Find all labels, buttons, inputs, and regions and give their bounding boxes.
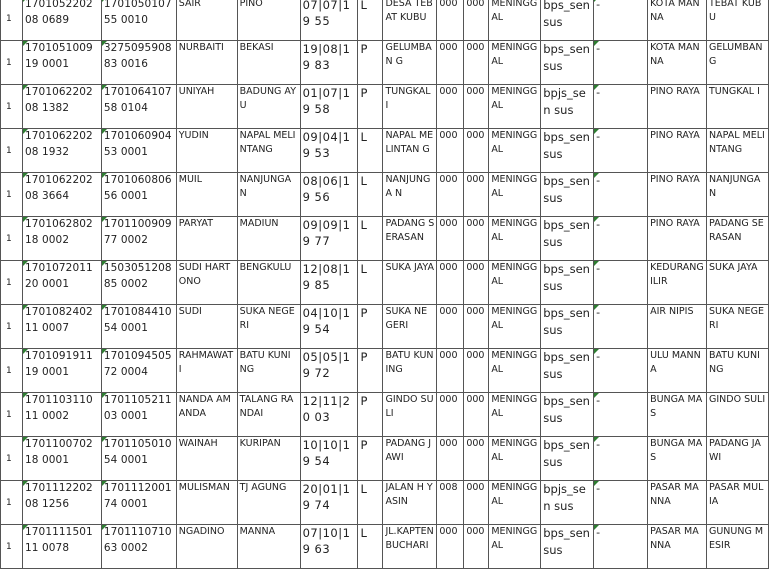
rw-cell[interactable]: 000 [464,217,489,261]
nik-cell[interactable]: 170106220208 1382 [22,85,101,129]
birthplace-cell[interactable]: BENGKULU [237,261,300,305]
note-cell[interactable]: - [594,261,648,305]
village-cell[interactable]: PADANG JAWI [706,437,768,481]
address-cell[interactable]: PADANG JAWI [383,437,437,481]
name-cell[interactable]: NURBAITI [176,41,237,85]
status-cell[interactable]: MENINGG AL [489,129,541,173]
nik-cell[interactable]: 170106220208 1932 [22,129,101,173]
rw-cell[interactable]: 000 [464,41,489,85]
note-cell[interactable]: - [594,525,648,569]
status-cell[interactable]: MENINGG AL [489,41,541,85]
address-cell[interactable]: GINDO SULI [383,393,437,437]
table-row [1,173,769,217]
birthplace-cell[interactable]: MANNA [237,525,300,569]
name-cell[interactable]: SUDI [176,305,237,349]
note-cell[interactable]: - [594,481,648,525]
rt-cell[interactable]: 000 [437,85,464,129]
name-cell[interactable]: NANDA AMANDA [176,393,237,437]
nik-cell[interactable]: 170106220208 3664 [22,173,101,217]
status-cell[interactable]: MENINGG AL [489,349,541,393]
kk-number-cell[interactable]: 150305120885 0002 [101,261,176,305]
rt-cell[interactable]: 000 [437,349,464,393]
rw-cell[interactable]: 000 [464,305,489,349]
source-cell[interactable]: bps_sen sus [541,173,594,217]
kk-number-cell[interactable]: 170110090977 0002 [101,217,176,261]
name-cell[interactable]: SUDI HARTONO [176,261,237,305]
row-number-cell[interactable]: 1 [1,217,23,261]
rw-cell[interactable]: 000 [464,525,489,569]
birthplace-cell[interactable]: NANJUNGAN [237,173,300,217]
birthdate-cell[interactable]: 09|04|19 53 [300,129,358,173]
kk-number-cell[interactable]: 170110501054 0001 [101,437,176,481]
row-number-cell[interactable]: 1 [1,393,23,437]
source-cell[interactable]: bps_sen sus [541,305,594,349]
nik-cell[interactable]: 170109191119 0001 [22,349,101,393]
status-cell[interactable]: MENINGG AL [489,481,541,525]
village-cell[interactable]: NANJUNGAN [706,173,768,217]
gender-cell[interactable]: L [358,525,383,569]
birthdate-cell[interactable]: 07|07|19 55 [300,0,358,41]
birthplace-cell[interactable]: BADUNG AYU [237,85,300,129]
row-number-cell[interactable]: 1 [1,173,23,217]
nik-cell[interactable]: 170107201120 0001 [22,261,101,305]
kk-number-cell[interactable]: 170108441054 0001 [101,305,176,349]
name-cell[interactable]: WAINAH [176,437,237,481]
row-number-cell[interactable]: 1 [1,481,23,525]
district-cell[interactable]: PINO RAYA [648,173,707,217]
birthdate-cell[interactable]: 20|01|19 74 [300,481,358,525]
status-cell[interactable]: MENINGG AL [489,173,541,217]
source-cell[interactable]: bps_sen sus [541,261,594,305]
gender-cell[interactable]: P [358,393,383,437]
address-cell[interactable]: SUKA NEGERI [383,305,437,349]
table-row [1,525,769,569]
birthdate-cell[interactable]: 10|10|19 54 [300,437,358,481]
rt-cell[interactable]: 000 [437,525,464,569]
district-cell[interactable]: KOTA MANNA [648,41,707,85]
name-cell[interactable]: UNIYAH [176,85,237,129]
rt-cell[interactable]: 000 [437,437,464,481]
district-cell[interactable]: ULU MANNA [648,349,707,393]
name-cell[interactable]: SAIR [176,0,237,41]
address-cell[interactable]: NANJUNGA N [383,173,437,217]
note-cell[interactable]: - [594,173,648,217]
rw-cell[interactable]: 000 [464,393,489,437]
gender-cell[interactable]: L [358,0,383,41]
row-number-cell[interactable]: 1 [1,349,23,393]
rw-cell[interactable]: 000 [464,349,489,393]
source-cell[interactable]: bpjs_sen sus [541,85,594,129]
table-row [1,349,769,393]
source-cell[interactable]: bps_sen sus [541,393,594,437]
village-cell[interactable]: TUNGKAL I [706,85,768,129]
nik-cell[interactable]: 170110311011 0002 [22,393,101,437]
gender-cell[interactable]: P [358,85,383,129]
table-row [1,437,769,481]
district-cell[interactable]: PINO RAYA [648,85,707,129]
address-cell[interactable]: JALAN H YASIN [383,481,437,525]
nik-cell[interactable]: 170111150111 0078 [22,525,101,569]
kk-number-cell[interactable]: 170106090453 0001 [101,129,176,173]
name-cell[interactable]: NGADINO [176,525,237,569]
village-cell[interactable]: TEBAT KUBU [706,0,768,41]
birthdate-cell[interactable]: 08|06|19 56 [300,173,358,217]
gender-cell[interactable]: P [358,437,383,481]
row-number-cell[interactable]: 1 [1,85,23,129]
birthplace-cell[interactable]: BEKASI [237,41,300,85]
address-cell[interactable]: TUNGKAL I [383,85,437,129]
birthdate-cell[interactable]: 19|08|19 83 [300,41,358,85]
status-cell[interactable]: MENINGG AL [489,437,541,481]
birthdate-cell[interactable]: 05|05|19 72 [300,349,358,393]
address-cell[interactable]: SUKA JAYA [383,261,437,305]
note-cell[interactable]: - [594,437,648,481]
nik-cell[interactable]: 170108240211 0007 [22,305,101,349]
address-cell[interactable]: BATU KUNING [383,349,437,393]
table-row [1,261,769,305]
source-cell[interactable]: bps_sen sus [541,129,594,173]
kk-number-cell[interactable]: 170106080656 0001 [101,173,176,217]
district-cell[interactable]: KEDURANG ILIR [648,261,707,305]
row-number-cell[interactable]: 1 [1,0,23,41]
nik-cell[interactable]: 170105100919 0001 [22,41,101,85]
district-cell[interactable]: PASAR MANNA [648,481,707,525]
table-row [1,481,769,525]
rt-cell[interactable]: 000 [437,0,464,41]
row-number-cell[interactable]: 1 [1,305,23,349]
address-cell[interactable]: PADANG SERASAN [383,217,437,261]
birthplace-cell[interactable]: SUKA NEGERI [237,305,300,349]
district-cell[interactable]: PASAR MANNA [648,525,707,569]
birthdate-cell[interactable]: 12|11|20 03 [300,393,358,437]
village-cell[interactable]: PASAR MULIA [706,481,768,525]
source-cell[interactable]: bps_sen sus [541,437,594,481]
rw-cell[interactable]: 000 [464,261,489,305]
table-row [1,41,769,85]
rw-cell[interactable]: 000 [464,481,489,525]
birthdate-cell[interactable]: 07|10|19 63 [300,525,358,569]
rt-cell[interactable]: 008 [437,481,464,525]
kk-number-cell[interactable]: 170109450572 0004 [101,349,176,393]
birthplace-cell[interactable]: BATU KUNING [237,349,300,393]
birthdate-cell[interactable]: 04|10|19 54 [300,305,358,349]
birthdate-cell[interactable]: 09|09|19 77 [300,217,358,261]
source-cell[interactable]: bps_sen sus [541,349,594,393]
table-row [1,129,769,173]
status-cell[interactable]: MENINGG AL [489,393,541,437]
status-cell[interactable]: MENINGG AL [489,261,541,305]
rw-cell[interactable]: 000 [464,85,489,129]
rt-cell[interactable]: 000 [437,41,464,85]
rt-cell[interactable]: 000 [437,129,464,173]
table-row [1,85,769,129]
row-number-cell[interactable]: 1 [1,261,23,305]
nik-cell[interactable]: 170105220208 0689 [22,0,101,41]
status-cell[interactable]: MENINGG AL [489,525,541,569]
gender-cell[interactable]: L [358,129,383,173]
rw-cell[interactable]: 000 [464,129,489,173]
district-cell[interactable]: BUNGA MAS [648,393,707,437]
status-cell[interactable]: MENINGG AL [489,85,541,129]
kk-number-cell[interactable]: 170105010755 0010 [101,0,176,41]
note-cell[interactable]: - [594,393,648,437]
village-cell[interactable]: GUNUNG MESIR [706,525,768,569]
source-cell[interactable]: bpjs_sen sus [541,481,594,525]
status-cell[interactable]: MENINGG AL [489,305,541,349]
gender-cell[interactable]: L [358,217,383,261]
row-number-cell[interactable]: 1 [1,129,23,173]
row-number-cell[interactable]: 1 [1,41,23,85]
table-row [1,393,769,437]
birthplace-cell[interactable]: TALANG RANDAI [237,393,300,437]
rw-cell[interactable]: 000 [464,0,489,41]
nik-cell[interactable]: 170111220208 1256 [22,481,101,525]
village-cell[interactable]: BATU KUNING [706,349,768,393]
district-cell[interactable]: AIR NIPIS [648,305,707,349]
note-cell[interactable]: - [594,129,648,173]
name-cell[interactable]: YUDIN [176,129,237,173]
table-row [1,217,769,261]
source-cell[interactable]: bps_sen sus [541,0,594,41]
source-cell[interactable]: bps_sen sus [541,525,594,569]
table-body [1,0,769,569]
gender-cell[interactable]: L [358,261,383,305]
village-cell[interactable]: SUKA JAYA [706,261,768,305]
gender-cell[interactable]: P [358,349,383,393]
district-cell[interactable]: PINO RAYA [648,217,707,261]
note-cell[interactable]: - [594,41,648,85]
rt-cell[interactable]: 000 [437,393,464,437]
kk-number-cell[interactable]: 170111071063 0002 [101,525,176,569]
kk-number-cell[interactable]: 327509590883 0016 [101,41,176,85]
address-cell[interactable]: NAPAL MELINTAN G [383,129,437,173]
source-cell[interactable]: bps_sen sus [541,217,594,261]
rt-cell[interactable]: 000 [437,261,464,305]
rw-cell[interactable]: 000 [464,437,489,481]
status-cell[interactable]: MENINGG AL [489,217,541,261]
nik-cell[interactable]: 170110070218 0001 [22,437,101,481]
birthdate-cell[interactable]: 12|08|19 85 [300,261,358,305]
gender-cell[interactable]: P [358,41,383,85]
row-number-cell[interactable]: 1 [1,525,23,569]
note-cell[interactable]: - [594,217,648,261]
note-cell[interactable]: - [594,305,648,349]
name-cell[interactable]: MUIL [176,173,237,217]
note-cell[interactable]: - [594,349,648,393]
source-cell[interactable]: bps_sen sus [541,41,594,85]
table-row [1,0,769,41]
kk-number-cell[interactable]: 170111200174 0001 [101,481,176,525]
name-cell[interactable]: PARYAT [176,217,237,261]
note-cell[interactable]: - [594,85,648,129]
gender-cell[interactable]: P [358,305,383,349]
district-cell[interactable]: BUNGA MAS [648,437,707,481]
village-cell[interactable]: SUKA NEGERI [706,305,768,349]
kk-number-cell[interactable]: 170106410758 0104 [101,85,176,129]
village-cell[interactable]: GELUMBANG [706,41,768,85]
birthplace-cell[interactable]: NAPAL MELINTANG [237,129,300,173]
rw-cell[interactable]: 000 [464,173,489,217]
district-cell[interactable]: PINO RAYA [648,129,707,173]
village-cell[interactable]: PADANG SERASAN [706,217,768,261]
address-cell[interactable]: GELUMBAN G [383,41,437,85]
gender-cell[interactable]: L [358,173,383,217]
district-cell[interactable]: KOTA MANNA [648,0,707,41]
name-cell[interactable]: MULISMAN [176,481,237,525]
village-cell[interactable]: GINDO SULI [706,393,768,437]
village-cell[interactable]: NAPAL MELINTANG [706,129,768,173]
address-cell[interactable]: JL.KAPTEN BUCHARI [383,525,437,569]
row-number-cell[interactable]: 1 [1,437,23,481]
status-cell[interactable]: MENINGG AL [489,0,541,41]
rt-cell[interactable]: 000 [437,217,464,261]
birthplace-cell[interactable]: MADIUN [237,217,300,261]
birthplace-cell[interactable]: KURIPAN [237,437,300,481]
nik-cell[interactable]: 170106280218 0002 [22,217,101,261]
table-row [1,305,769,349]
birthplace-cell[interactable]: PINO [237,0,300,41]
birthdate-cell[interactable]: 01|07|19 58 [300,85,358,129]
name-cell[interactable]: RAHMAWAT I [176,349,237,393]
kk-number-cell[interactable]: 170110521103 0001 [101,393,176,437]
birthplace-cell[interactable]: TJ AGUNG [237,481,300,525]
note-cell[interactable]: - [594,0,648,41]
rt-cell[interactable]: 000 [437,305,464,349]
gender-cell[interactable]: L [358,481,383,525]
address-cell[interactable]: DESA TEBAT KUBU [383,0,437,41]
rt-cell[interactable]: 000 [437,173,464,217]
